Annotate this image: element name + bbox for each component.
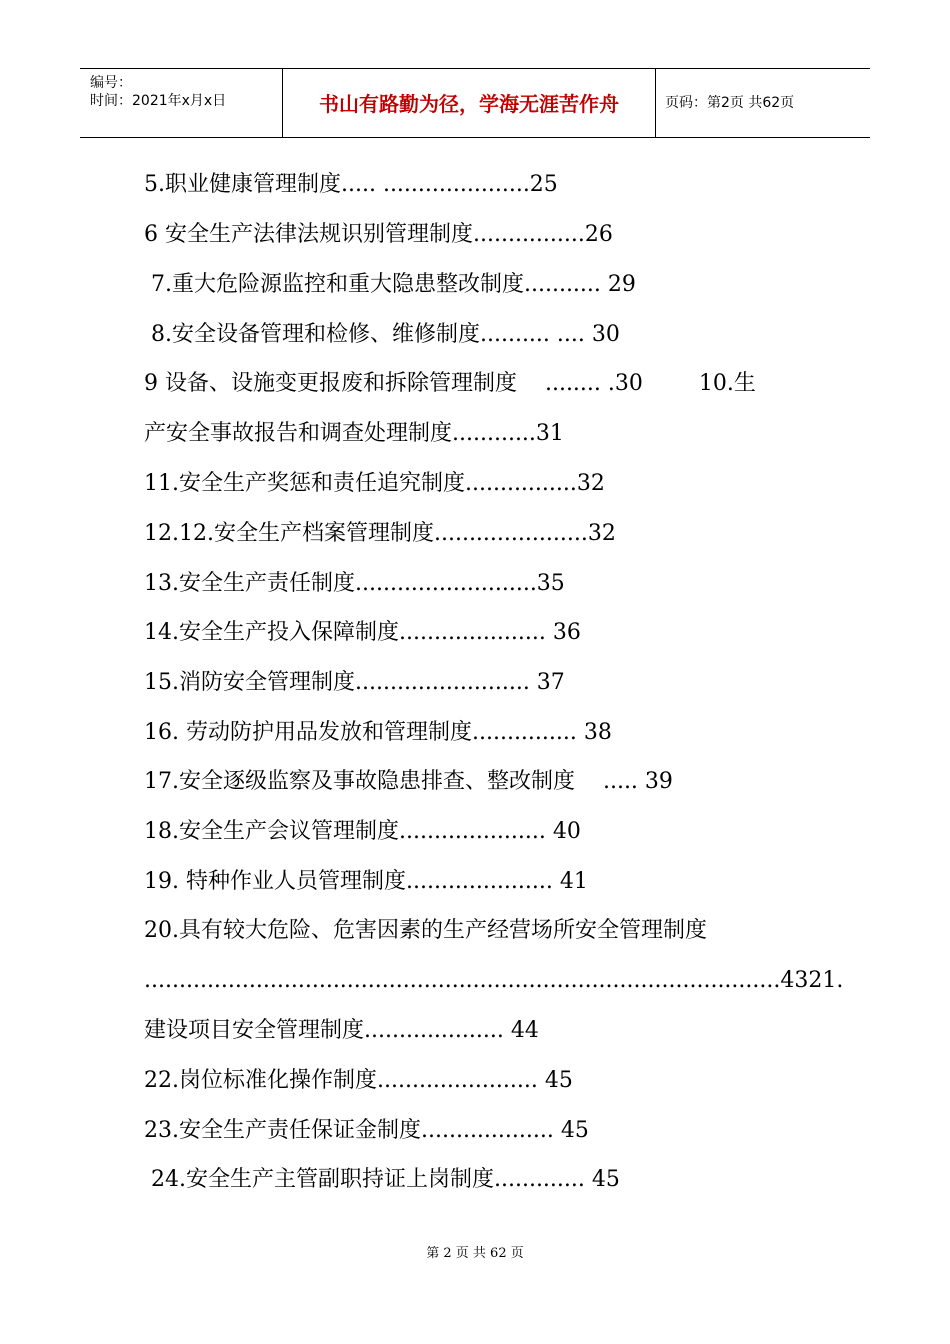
toc-entry: 15.消防安全管理制度......................... 37 [144,670,565,695]
page-footer: 第 2 页 共 62 页 [426,1246,524,1261]
toc-entry: 19. 特种作业人员管理制度..................... 41 [144,869,588,894]
toc-entry: 14.安全生产投入保障制度..................... 36 [144,620,581,645]
toc-entry: 23.安全生产责任保证金制度................... 45 [144,1118,589,1143]
toc-entry: 11.安全生产奖惩和责任追究制度................32 [144,471,605,496]
toc-entry: ...........................................................................................4321. [144,968,844,993]
toc-entry: 17.安全逐级监察及事故隐患排查、整改制度 ..... 39 [144,769,673,794]
page-header [80,68,870,138]
toc-entry: 18.安全生产会议管理制度..................... 40 [144,819,581,844]
toc-entry: 8.安全设备管理和检修、维修制度.......... .... 30 [144,322,620,347]
header-motto-cell [282,69,656,137]
header-info-cell [80,69,282,137]
toc-entry: 22.岗位标准化操作制度....................... 45 [144,1068,573,1093]
toc-entry: 9 设备、设施变更报废和拆除管理制度 ........ .30 10.生 [144,371,756,396]
toc-entry: 5.职业健康管理制度..... .....................25 [144,172,558,197]
toc-entry: 20.具有较大危险、危害因素的生产经营场所安全管理制度 [144,918,707,943]
toc-entry: 13.安全生产责任制度..........................35 [144,571,565,596]
toc-entry: 建设项目安全管理制度.................... 44 [144,1018,539,1043]
motto-text: 书山有路勤为径，学海无涯苦作舟 [319,92,619,116]
toc-entry: 7.重大危险源监控和重大隐患整改制度........... 29 [144,272,636,297]
toc-entry: 产安全事故报告和调查处理制度............31 [144,421,564,446]
date-label: 时间：2021年x月x日 [90,93,227,109]
header-page-cell [655,69,870,137]
toc-entry: 12.12.安全生产档案管理制度......................32 [144,521,616,546]
toc-entry: 16. 劳动防护用品发放和管理制度............... 38 [144,720,612,745]
toc-entry: 24.安全生产主管副职持证上岗制度............. 45 [144,1167,620,1192]
page-number-label: 页码：第2页 共62页 [665,95,795,111]
toc-entry: 6 安全生产法律法规识别管理制度................26 [144,222,613,247]
number-label: 编号： [90,75,132,91]
